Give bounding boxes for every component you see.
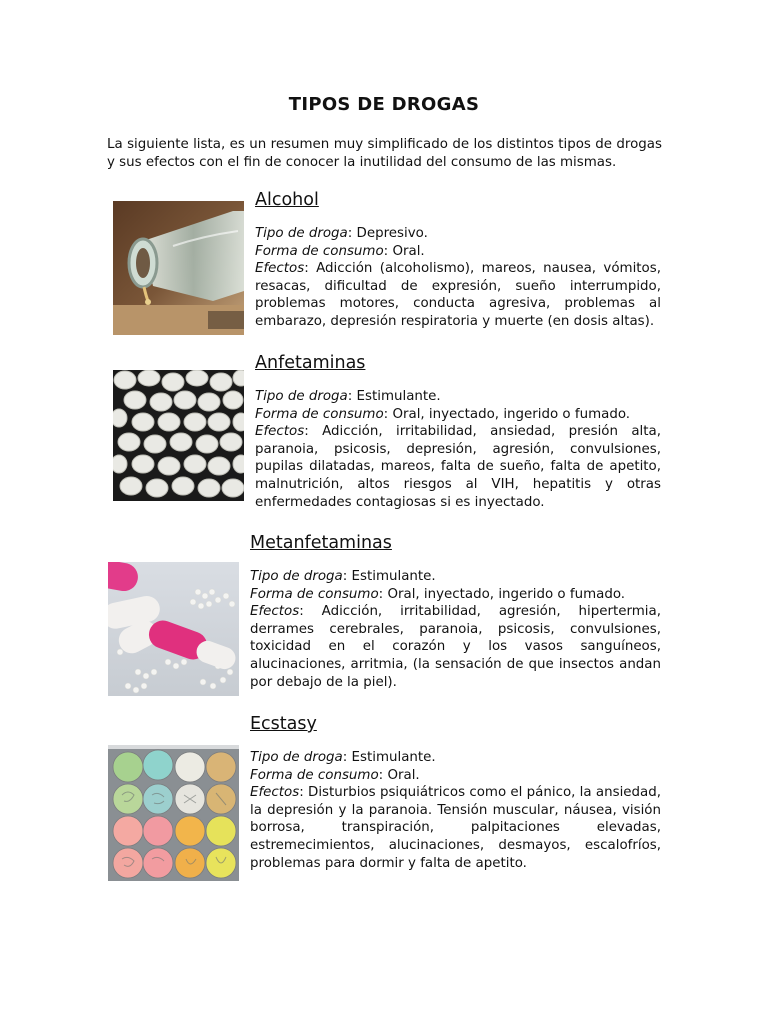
alcohol-bottle-image <box>113 201 244 335</box>
label-forma: Forma de consumo <box>250 586 379 602</box>
value-efectos: Disturbios psiquiátricos como el pánico, la ansiedad, la depresión y la paranoia. Tensión muscular, náusea, visión borrosa, transpiración, palpitaciones elevadas, estremecimientos, alucinaciones, desmayos, escalofríos, problemas para dormir y falta de apetito. <box>250 785 661 871</box>
colored-tablets-image <box>108 745 239 881</box>
label-tipo: Tipo de droga <box>255 226 348 241</box>
section-heading-anfetaminas: Anfetaminas <box>255 353 366 373</box>
value-efectos: Adicción, irritabilidad, agresión, hipertermia, derrames cerebrales, paranoia, psicosis, convulsiones, toxicidad en el corazón y los vasos sanguíneos, alucinaciones, arritmia, (la sensación de que insectos andan por debajo de la piel). <box>250 604 661 690</box>
page-title: TIPOS DE DROGAS <box>288 94 480 115</box>
value-forma: Oral, inyectado, ingerido o fumado. <box>387 586 626 602</box>
value-tipo: Depresivo. <box>356 226 428 241</box>
section-heading-alcohol: Alcohol <box>255 190 319 210</box>
label-tipo: Tipo de droga <box>255 389 348 404</box>
value-tipo: Estimulante. <box>351 750 436 765</box>
label-efectos: Efectos <box>255 261 305 277</box>
label-forma: Forma de consumo <box>255 243 384 259</box>
intro-paragraph: La siguiente lista, es un resumen muy simplificado de los distintos tipos de drogas y sus efectos con el fin de conocer la inutilidad del consumo de las mismas. <box>107 137 662 170</box>
label-efectos: Efectos <box>250 604 300 620</box>
section-ecstasy: Ecstasy Tipo de droga: Estimulante. Forma de consumo: Oral. Efectos: Disturbios psiquiátricos como el pánico, la ansiedad, la depresión y la paranoia. Tensión muscular, náusea, visión borrosa, transpiración, palpitaciones elevadas, estremecimientos, alucinaciones, desmayos, escalofríos, problemas para dormir y falta de apetito. <box>250 714 661 871</box>
value-efectos: Adicción (alcoholismo), mareos, nausea, vómitos, resacas, dificultad de expresión, sueño interrumpido, problemas motores, conducta agresiva, problemas al embarazo, depresión respiratoria y muerte (en dosis altas). <box>255 261 661 329</box>
section-anfetaminas: Anfetaminas Tipo de droga: Estimulante. Forma de consumo: Oral, inyectado, ingerido o fumado. Efectos: Adicción, irritabilidad, ansiedad, presión alta, paranoia, psicosis, depresión, agresión, convulsiones, pupilas dilatadas, mareos, falta de sueño, falta de apetito, malnutrición, altos riesgos al VIH, hepatitis y otras enfermedades contagiosas si es inyectado. <box>255 353 661 510</box>
section-alcohol: Alcohol Tipo de droga: Depresivo. Forma de consumo: Oral. Efectos: Adicción (alcoholismo), mareos, nausea, vómitos, resacas, dificultad de expresión, sueño interrumpido, problemas motores, conducta agresiva, problemas al embarazo, depresión respiratoria y muerte (en dosis altas). <box>255 190 661 329</box>
label-tipo: Tipo de droga <box>250 750 343 765</box>
value-forma: Oral. <box>392 243 425 259</box>
value-efectos: Adicción, irritabilidad, ansiedad, presión alta, paranoia, psicosis, depresión, agresión, convulsiones, pupilas dilatadas, mareos, falta de sueño, falta de apetito, malnutrición, altos riesgos al VIH, hepatitis y otras enfermedades contagiosas si es inyectado. <box>255 424 661 510</box>
value-forma: Oral. <box>387 767 420 783</box>
pink-capsules-image <box>108 562 239 696</box>
label-efectos: Efectos <box>250 785 300 801</box>
label-efectos: Efectos <box>255 424 305 440</box>
label-tipo: Tipo de droga <box>250 569 343 584</box>
value-forma: Oral, inyectado, ingerido o fumado. <box>392 406 631 422</box>
label-forma: Forma de consumo <box>250 767 379 783</box>
section-heading-ecstasy: Ecstasy <box>250 714 317 734</box>
white-pills-image <box>113 370 244 501</box>
value-tipo: Estimulante. <box>356 389 441 404</box>
section-heading-metanfetaminas: Metanfetaminas <box>250 533 392 553</box>
label-forma: Forma de consumo <box>255 406 384 422</box>
section-metanfetaminas: Metanfetaminas Tipo de droga: Estimulante. Forma de consumo: Oral, inyectado, ingerido o fumado. Efectos: Adicción, irritabilidad, agresión, hipertermia, derrames cerebrales, paranoia, psicosis, convulsiones, toxicidad en el corazón y los vasos sanguíneos, alucinaciones, arritmia, (la sensación de que insectos andan por debajo de la piel). <box>250 533 661 690</box>
value-tipo: Estimulante. <box>351 569 436 584</box>
